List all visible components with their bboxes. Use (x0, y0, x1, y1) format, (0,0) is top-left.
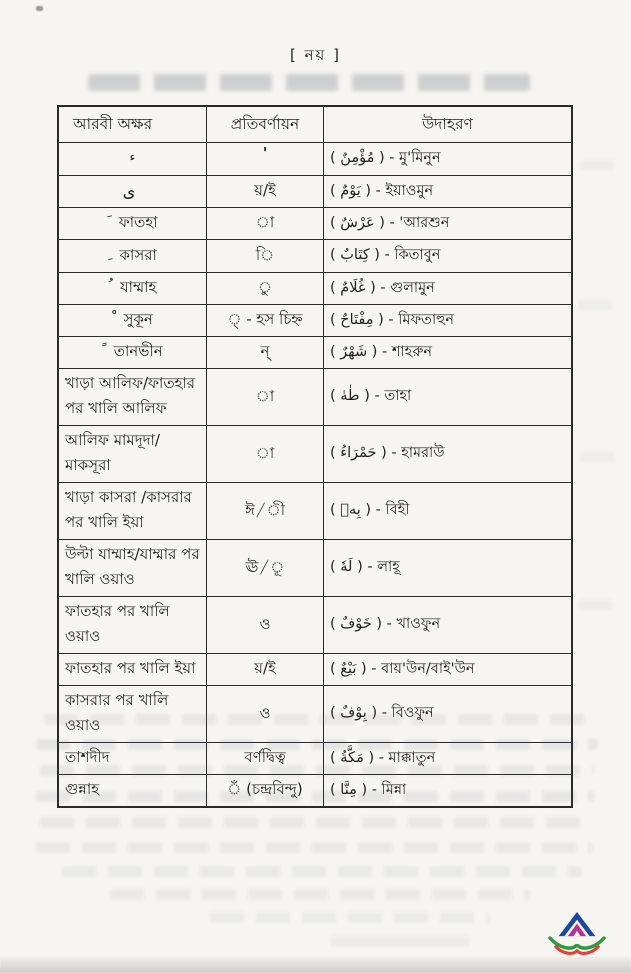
table-row (59, 336, 571, 368)
transliteration-cell: া (207, 208, 324, 239)
example-cell: ( يَوْمٌ ) - ইয়াওমুন (330, 182, 434, 199)
letter-name-label: কাসরার পর খালি ওয়াও (65, 691, 169, 734)
arabic-letter-cell (59, 369, 207, 425)
arabic-letter-or-mark: ﹶ (107, 211, 112, 230)
transliteration-cell: ঈ/ী (207, 483, 324, 539)
example-cell: ( لَهٗ ) - লাহূ (330, 559, 400, 575)
transliteration-cell: য়/ই (207, 654, 324, 685)
arabic-letter-cell (59, 540, 207, 596)
arabic-letter-cell (59, 143, 207, 175)
transliteration-cell: ্ - হস চিহ্ন (207, 305, 324, 336)
transliteration-cell: ও (207, 597, 324, 653)
transliteration-cell: বর্ণদ্বিত্ব (207, 743, 324, 774)
letter-name-label: ফাতহা (118, 213, 158, 231)
arabic-letter-cell (59, 483, 207, 539)
example-cell: ( مِنَّا ) - মিন্না (330, 781, 407, 798)
scan-speck (36, 6, 43, 11)
example-cell: ( غُلَامٌ ) - গুলামুন (330, 279, 435, 296)
example-cell: ( خَوْفٌ ) - খাওফুন (330, 616, 441, 632)
transliteration-cell: ' (207, 143, 324, 175)
letter-name-label: উল্টা যাম্মাহ/যাম্মার পর খালি ওয়াও (65, 545, 200, 588)
example-cell: ( مُؤْمِنٌ ) - মু'মিনুন (330, 150, 441, 166)
transliteration-cell: ও (207, 686, 324, 742)
letter-name-label: সুকূন (123, 310, 153, 328)
letter-name-label: খাড়া কাসরা /কাসরার পর খালি ইয়া (65, 488, 192, 531)
table-row (59, 539, 571, 596)
example-cell: ( بَيْعٌ ) - বায়'উন/বাই'উন (330, 660, 475, 677)
example-cell: ( بِهٖ ) - বিহী (330, 502, 410, 518)
bleedthrough-line (40, 817, 592, 828)
letter-name-label: তাশদীদ (65, 748, 110, 766)
example-cell: ( عَرْشٌ ) - 'আরশুন (330, 214, 450, 231)
arabic-letter-cell (59, 305, 207, 336)
table-row (59, 596, 571, 653)
arabic-letter-cell (59, 654, 207, 685)
page-edge-shadow (0, 957, 631, 973)
arabic-letter-cell (59, 176, 207, 207)
example-cell: ( مِفْتَاحٌ ) - মিফতাহুন (330, 311, 455, 328)
table-row (59, 685, 571, 742)
arabic-letter-cell (59, 597, 207, 653)
transliteration-cell: ু (207, 273, 324, 304)
bleedthrough-smudge (578, 300, 624, 310)
column-header-example: উদাহরণ (422, 114, 473, 133)
column-header-transliteration: প্রতিবর্ণায়ন (207, 107, 324, 142)
arabic-letter-cell (59, 273, 207, 304)
arabic-letter-cell (59, 426, 207, 482)
bleedthrough-line (110, 889, 530, 900)
letter-name-label: ফাতহার পর খালি ইয়া (65, 659, 196, 677)
arabic-letter-cell (59, 686, 207, 742)
arabic-letter-or-mark: ﹺ (108, 244, 113, 262)
arabic-letter-or-mark: ء (129, 150, 136, 164)
bleedthrough-smudge (580, 160, 624, 170)
example-cell: ( حَمْرَاءُ ) - হামরাউ (330, 445, 445, 461)
bleedthrough-smudge (578, 600, 624, 610)
arabic-letter-or-mark: ﹸ (108, 276, 114, 295)
bleedthrough-line (62, 866, 582, 877)
example-cell: ( كِتَابٌ ) - কিতাবুন (330, 247, 441, 263)
table-row (59, 207, 571, 239)
bleedthrough-line (330, 936, 470, 947)
arabic-letter-cell (59, 743, 207, 774)
example-cell: ( بِوْفٌ ) - বিওফুন (330, 705, 434, 721)
transliteration-cell: া (207, 369, 324, 425)
bleedthrough-line (36, 842, 592, 853)
table-header-row (59, 107, 571, 142)
table-row (59, 742, 571, 774)
table-row (59, 774, 571, 806)
transliteration-table (57, 105, 573, 808)
example-cell: ( شَهْرٌ ) - শাহরুন (330, 343, 433, 360)
table-row (59, 239, 571, 272)
arabic-letter-or-mark: ﹰ (102, 340, 107, 359)
letter-name-label: আলিফ মামদূদা/ মাকসূরা (65, 431, 160, 474)
transliteration-cell: া (207, 426, 324, 482)
table-row (59, 175, 571, 207)
arabic-letter-or-mark: ﹾ (112, 308, 117, 327)
transliteration-cell: ঁ (চন্দ্রবিন্দু) (207, 775, 324, 806)
table-row (59, 482, 571, 539)
letter-name-label: খাড়া আলিফ/ফাতহার পর খালি আলিফ (65, 374, 196, 417)
table-row (59, 304, 571, 336)
letter-name-label: গুন্নাহ (65, 780, 100, 798)
arabic-letter-cell (59, 208, 207, 239)
transliteration-cell: ি (207, 240, 324, 272)
table-row (59, 425, 571, 482)
letter-name-label: যাম্মাহ (120, 278, 157, 296)
bleedthrough-smudge (580, 452, 624, 462)
arabic-letter-cell (59, 240, 207, 272)
letter-name-label: কাসরা (119, 245, 157, 264)
letter-name-label: ফাতহার পর খালি ওয়াও (65, 602, 170, 645)
transliteration-cell: ঊ/ূ (207, 540, 324, 596)
table-row (59, 653, 571, 685)
bleedthrough-heading (88, 74, 530, 91)
arabic-letter-cell (59, 775, 207, 806)
column-header-arabic-letter: আরবী অক্ষর (59, 107, 207, 142)
example-cell: ( مَكَّةُ ) - মাক্কাতুন (330, 749, 436, 766)
letter-name-label: তানভীন (113, 342, 163, 360)
transliteration-cell: য়/ই (207, 176, 324, 207)
transliteration-cell: ন্ (207, 337, 324, 368)
bleedthrough-line (210, 912, 490, 923)
page-number: [ নয় ] (289, 46, 342, 64)
example-cell: ( طٰهٰ ) - তাহা (330, 388, 412, 404)
arabic-letter-or-mark: ى (122, 182, 136, 201)
arabic-letter-cell (59, 337, 207, 368)
table-row (59, 142, 571, 175)
table-row (59, 272, 571, 304)
table-row (59, 368, 571, 425)
